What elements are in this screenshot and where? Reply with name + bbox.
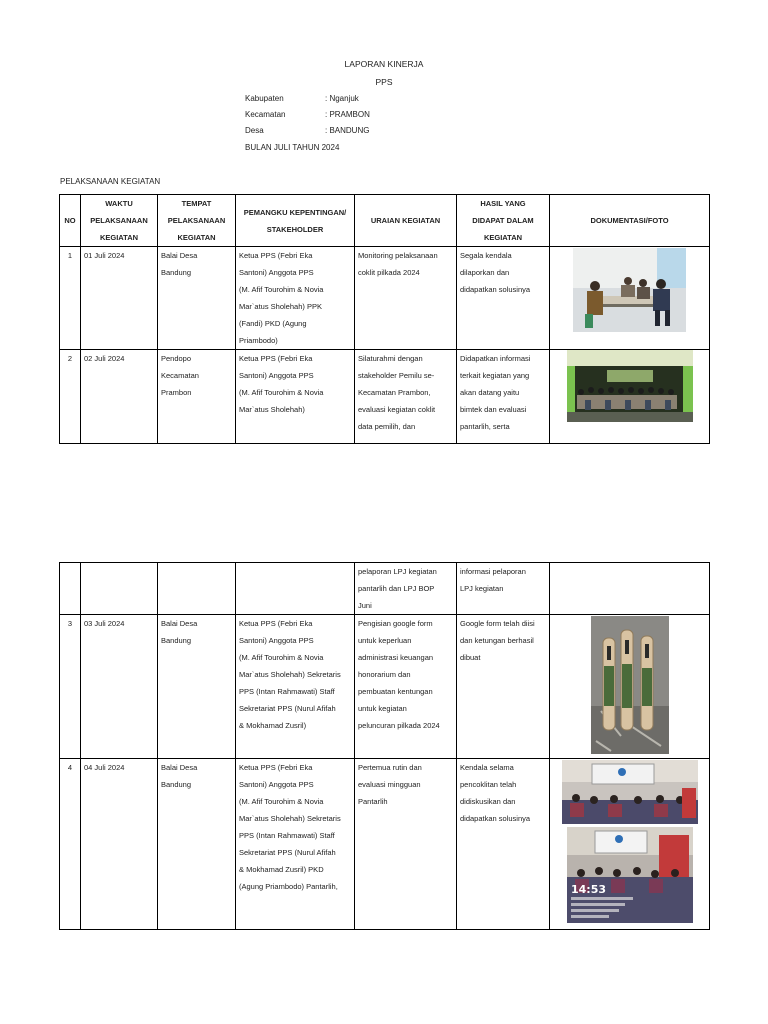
photo-timestamp: 14:53 — [570, 883, 606, 896]
table-header-row — [60, 195, 710, 247]
cell-dokumentasi — [550, 759, 710, 930]
table-row — [60, 615, 710, 759]
cell-pemangku: Ketua PPS (Febri Eka Santoni) Anggota PPS (M. Afif Tourohim & Novia Mar`atus Sholehah) — [236, 350, 355, 444]
cell-no: 1 — [60, 247, 81, 350]
field-label: Kabupaten — [245, 94, 284, 103]
col-header-uraian: URAIAN KEGIATAN — [355, 195, 457, 247]
table-row — [60, 350, 710, 444]
meeting-photo — [573, 248, 686, 332]
cell-uraian: Pengisian google form untuk keperluan administrasi keuangan honorarium dan pembuatan kentungan untuk kegiatan peluncuran pilkada 2024 — [355, 615, 457, 759]
field-desa — [245, 126, 369, 135]
activity-table-continued — [59, 562, 710, 930]
report-title: LAPORAN KINERJA — [344, 59, 424, 69]
field-value: : PRAMBON — [325, 110, 370, 119]
cell-pemangku — [236, 563, 355, 615]
cell-tempat — [158, 563, 236, 615]
field-value: : Nganjuk — [325, 94, 359, 103]
cell-waktu: 02 Juli 2024 — [81, 350, 158, 444]
field-value: : BANDUNG — [325, 126, 370, 135]
cell-waktu: 03 Juli 2024 — [81, 615, 158, 759]
cell-no: 2 — [60, 350, 81, 444]
cell-dokumentasi — [550, 350, 710, 444]
field-kabupaten — [245, 94, 359, 103]
cell-uraian: pelaporan LPJ kegiatan pantarlih dan LPJ BOP Juni — [355, 563, 457, 615]
cell-pemangku: Ketua PPS (Febri Eka Santoni) Anggota PPS (M. Afif Tourohim & Novia Mar`atus Sholehah) PPK (Fandi) PKD (Agung Priambodo) — [236, 247, 355, 350]
cell-pemangku: Ketua PPS (Febri Eka Santoni) Anggota PPS (M. Afif Tourohim & Novia Mar`atus Sholehah) Sekretaris PPS (Intan Rahmawati) Staff Sekretariat PPS (Nurul Afifah & Mokhamad Zusril) — [236, 615, 355, 759]
report-period: BULAN JULI TAHUN 2024 — [245, 143, 340, 152]
col-header-no: NO — [60, 195, 81, 247]
field-label: Kecamatan — [245, 110, 286, 119]
col-header-pemangku: PEMANGKU KEPENTINGAN/ STAKEHOLDER — [236, 195, 355, 247]
cell-hasil: Google form telah diisi dan ketungan berhasil dibuat — [457, 615, 550, 759]
cell-no: 3 — [60, 615, 81, 759]
cell-no — [60, 563, 81, 615]
kentongan-photo — [591, 616, 669, 754]
report-subtitle: PPS — [375, 77, 393, 87]
cell-waktu: 01 Juli 2024 — [81, 247, 158, 350]
field-kecamatan — [245, 110, 370, 119]
section-title: PELAKSANAAN KEGIATAN — [60, 177, 161, 186]
cell-waktu — [81, 563, 158, 615]
cell-hasil: Kendala selama pencoklitan telah didiskusikan dan didapatkan solusinya — [457, 759, 550, 930]
cell-tempat: Balai Desa Bandung — [158, 615, 236, 759]
cell-hasil: Didapatkan informasi terkait kegiatan yang akan datang yaitu bimtek dan evaluasi pantarlih, serta — [457, 350, 550, 444]
activity-table — [59, 194, 710, 444]
cell-hasil: informasi pelaporan LPJ kegiatan — [457, 563, 550, 615]
col-header-tempat: TEMPAT PELAKSANAAN KEGIATAN — [158, 195, 236, 247]
cell-tempat: Balai Desa Bandung — [158, 759, 236, 930]
field-label: Desa — [245, 126, 264, 135]
cell-pemangku: Ketua PPS (Febri Eka Santoni) Anggota PPS (M. Afif Tourohim & Novia Mar`atus Sholehah) Sekretaris PPS (Intan Rahmawati) Staff Sekretariat PPS (Nurul Afifah & Mokhamad Zusril) PKD (Agung Priambodo) Pantarlih, — [236, 759, 355, 930]
cell-dokumentasi — [550, 247, 710, 350]
table-row — [60, 563, 710, 615]
cell-hasil: Segala kendala dilaporkan dan didapatkan solusinya — [457, 247, 550, 350]
col-header-dokumentasi: DOKUMENTASI/FOTO — [550, 195, 710, 247]
cell-tempat: Pendopo Kecamatan Prambon — [158, 350, 236, 444]
cell-no: 4 — [60, 759, 81, 930]
table-row — [60, 759, 710, 930]
cell-uraian: Pertemua rutin dan evaluasi mingguan Pantarlih — [355, 759, 457, 930]
cell-dokumentasi — [550, 615, 710, 759]
evaluation-photo-1 — [562, 760, 698, 824]
cell-uraian: Monitoring pelaksanaan coklit pilkada 2024 — [355, 247, 457, 350]
col-header-hasil: HASIL YANG DIDAPAT DALAM KEGIATAN — [457, 195, 550, 247]
evaluation-photo-2 — [567, 827, 693, 923]
group-photo — [567, 350, 693, 422]
cell-uraian: Silaturahmi dengan stakeholder Pemilu se- Kecamatan Prambon, evaluasi kegiatan coklit data pemilih, dan — [355, 350, 457, 444]
cell-dokumentasi — [550, 563, 710, 615]
cell-waktu: 04 Juli 2024 — [81, 759, 158, 930]
col-header-waktu: WAKTU PELAKSANAAN KEGIATAN — [81, 195, 158, 247]
cell-tempat: Balai Desa Bandung — [158, 247, 236, 350]
table-row — [60, 247, 710, 350]
